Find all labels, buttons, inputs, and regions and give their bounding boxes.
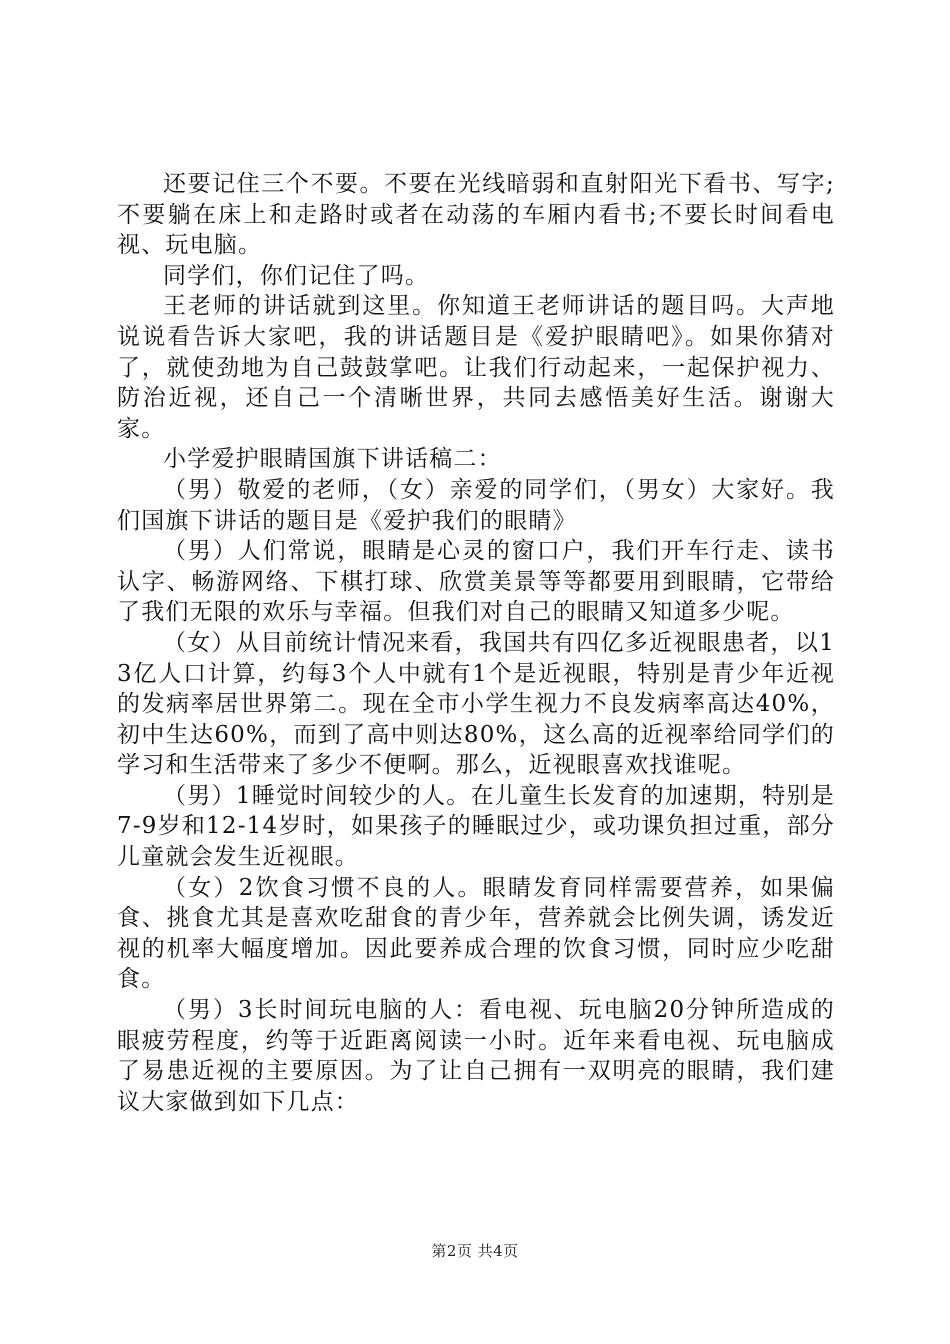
paragraph-question: 同学们，你们记住了吗。 [163, 262, 430, 289]
page-number-footer: 第2页 共4页 [431, 1242, 519, 1260]
paragraph-eyes-window: （男）人们常说，眼睛是心灵的窗口户，我们开车行走、读书认字、畅游网络、下棋打球、欣赏美景等等都要用到眼睛，它带给了我们无限的欢乐与幸福。但我们对自己的眼睛又知道多少呢。 [117, 538, 835, 626]
paragraph-statistics: （女）从目前统计情况来看，我国共有四亿多近视眼患者，以13亿人口计算，约每3个人中就有1个是近视眼，特别是青少年近视的发病率居世界第二。现在全市小学生视力不良发病率高达40%，初中生达60%，而到了高中则达80%，这么高的近视率给同学们的学习和生活带来了多少不便啊。那么，近视眼喜欢找谁呢。 [117, 629, 835, 779]
paragraph-point-computer: （男）3长时间玩电脑的人：看电视、玩电脑20分钟所造成的眼疲劳程度，约等于近距离阅读一小时。近年来看电视、玩电脑成了易患近视的主要原因。为了让自己拥有一双明亮的眼睛，我们建议大家做到如下几点： [117, 997, 835, 1115]
section-heading-speech-two: 小学爱护眼睛国旗下讲话稿二： [163, 446, 502, 473]
paragraph-greeting: （男）敬爱的老师，（女）亲爱的同学们，（男女）大家好。我们国旗下讲话的题目是《爱护我们的眼睛》 [117, 476, 835, 534]
document-body [117, 169, 835, 1117]
paragraph-closing: 王老师的讲话就到这里。你知道王老师讲话的题目吗。大声地说说看告诉大家吧，我的讲话题目是《爱护眼睛吧》。如果你猜对了，就使劲地为自己鼓鼓掌吧。让我们行动起来，一起保护视力、防治近视，还自己一个清晰世界，共同去感悟美好生活。谢谢大家。 [117, 293, 835, 442]
paragraph-three-donts: 还要记住三个不要。不要在光线暗弱和直射阳光下看书、写字;不要躺在床上和走路时或者在动荡的车厢内看书;不要长时间看电视、玩电脑。 [117, 171, 835, 259]
paragraph-point-sleep: （男）1睡觉时间较少的人。在儿童生长发育的加速期，特别是7-9岁和12-14岁时，如果孩子的睡眠过少，或功课负担过重，部分儿童就会发生近视眼。 [117, 782, 835, 871]
paragraph-point-diet: （女）2饮食习惯不良的人。眼睛发育同样需要营养，如果偏食、挑食尤其是喜欢吃甜食的青少年，营养就会比例失调，诱发近视的机率大幅度增加。因此要养成合理的饮食习惯，同时应少吃甜食。 [117, 874, 835, 993]
